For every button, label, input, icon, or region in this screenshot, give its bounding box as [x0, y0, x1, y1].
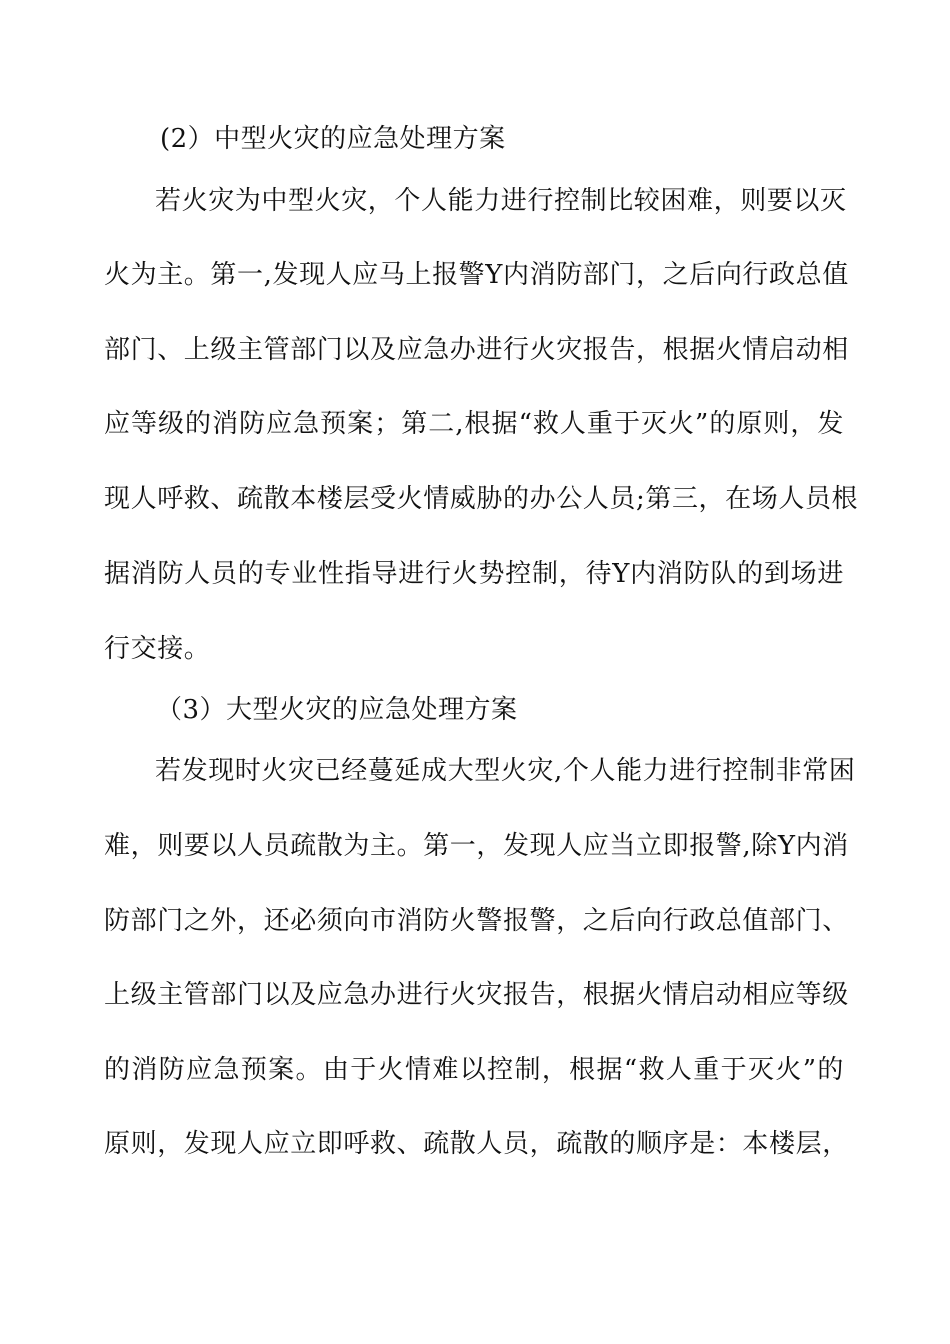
section-heading-medium-fire: (2）中型火灾的应急处理方案 — [160, 124, 506, 154]
section-heading-large-fire: （3）大型火灾的应急处理方案 — [156, 695, 518, 725]
paragraph-line: 火为主。第一,发现人应马上报警Y内消防部门，之后向行政总值 — [104, 260, 849, 290]
paragraph-line: 若火灾为中型火灾，个人能力进行控制比较困难，则要以灭 — [155, 186, 847, 216]
paragraph-line: 部门、上级主管部门以及应急办进行火灾报告，根据火情启动相 — [104, 335, 849, 365]
paragraph-line: 上级主管部门以及应急办进行火灾报告，根据火情启动相应等级 — [104, 980, 849, 1010]
paragraph-line: 现人呼救、疏散本楼层受火情威胁的办公人员;第三，在场人员根 — [104, 484, 859, 514]
paragraph-line: 行交接。 — [104, 634, 211, 664]
paragraph-line: 的消防应急预案。由于火情难以控制，根据“救人重于灭火”的 — [104, 1055, 844, 1085]
paragraph-line: 若发现时火灾已经蔓延成大型火灾,个人能力进行控制非常困 — [155, 756, 856, 786]
paragraph-line: 防部门之外，还必须向市消防火警报警，之后向行政总值部门、 — [104, 906, 849, 936]
paragraph-line: 据消防人员的专业性指导进行火势控制，待Y内消防队的到场进 — [104, 559, 844, 589]
paragraph-line: 应等级的消防应急预案；第二,根据“救人重于灭火”的原则，发 — [104, 409, 844, 439]
paragraph-line: 难，则要以人员疏散为主。第一，发现人应当立即报警,除Y内消 — [104, 831, 849, 861]
paragraph-line: 原则，发现人应立即呼救、疏散人员，疏散的顺序是：本楼层， — [104, 1129, 849, 1159]
